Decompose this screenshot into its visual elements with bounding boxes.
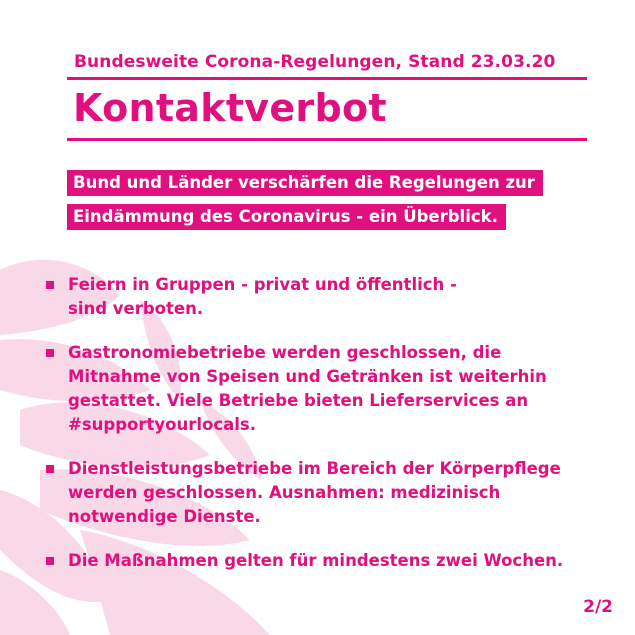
banner-line-1: Bund und Länder verschärfen die Regelungen zur: [67, 170, 543, 196]
bottom-divider: [67, 138, 587, 141]
list-item: Feiern in Gruppen - privat und öffentlich - sind verboten.: [46, 273, 626, 321]
header: [67, 52, 587, 141]
subtitle: Bundesweite Corona-Regelungen, Stand 23.03.20: [74, 52, 556, 72]
page-title: Kontaktverbot: [73, 86, 387, 130]
page-indicator: 2/2: [583, 597, 613, 617]
top-divider: [67, 77, 587, 80]
banner-line-2: Eindämmung des Coronavirus - ein Überblick.: [67, 204, 506, 230]
square-bullet-icon: [46, 281, 54, 289]
square-bullet-icon: [46, 465, 54, 473]
rules-list: [46, 273, 626, 593]
square-bullet-icon: [46, 557, 54, 565]
square-bullet-icon: [46, 349, 54, 357]
list-item: Die Maßnahmen gelten für mindestens zwei Wochen.: [46, 549, 626, 573]
list-item: Gastronomiebetriebe werden geschlossen, die Mitnahme von Speisen und Getränken ist weiterhin gestattet. Viele Betriebe bieten Lieferservices an #supportyourlocals.: [46, 341, 626, 437]
list-item: Dienstleistungsbetriebe im Bereich der Körperpflege werden geschlossen. Ausnahmen: medizinisch notwendige Dienste.: [46, 457, 626, 529]
intro-banner: [67, 170, 543, 238]
